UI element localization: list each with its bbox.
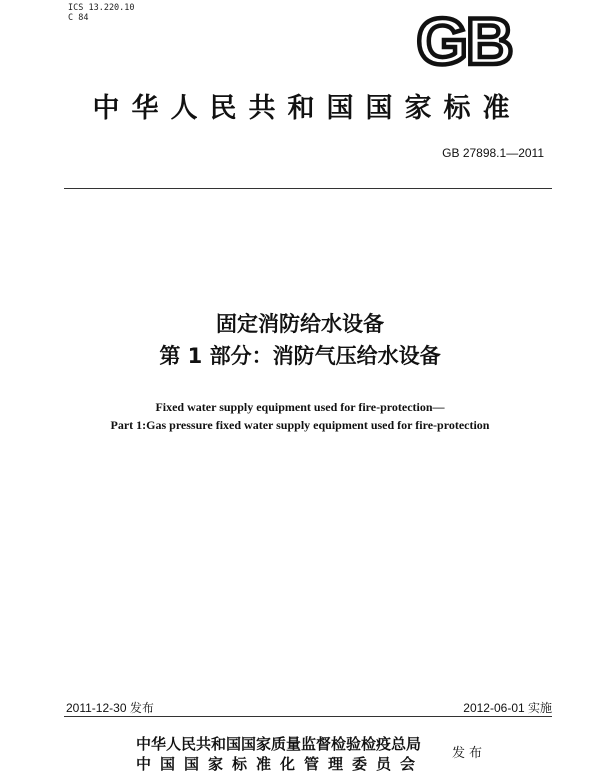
standard-number: GB 27898.1—2011 [442,146,544,160]
issue-date: 2011-12-30 发布 [66,701,154,715]
ics-code-line2: C 84 [68,13,89,23]
top-divider [64,188,552,189]
title-cn-line2: 第 1 部分：消防气压给水设备 [159,344,441,368]
gb-logo [406,8,522,72]
ics-code-line1: ICS 13.220.10 [68,3,135,13]
implementation-date: 2012-06-01 实施 [463,701,552,715]
publish-label: 发布 [452,746,487,761]
gb-logo-text: GB [416,8,512,72]
bottom-divider [64,716,552,717]
title-cn-line1: 固定消防给水设备 [216,312,384,336]
standard-title: 中华人民共和国国家标准 [92,93,522,124]
issuer-line1: 中华人民共和国国家质量监督检验检疫总局 [136,735,422,753]
title-en-line2: Part 1:Gas pressure fixed water supply equipment used for fire-protection [110,418,490,432]
title-en-line1: Fixed water supply equipment used for fire-protection— [155,400,445,414]
issuer-line2: 中国国家标准化管理委员会 [136,755,425,773]
ics-code [68,3,135,23]
